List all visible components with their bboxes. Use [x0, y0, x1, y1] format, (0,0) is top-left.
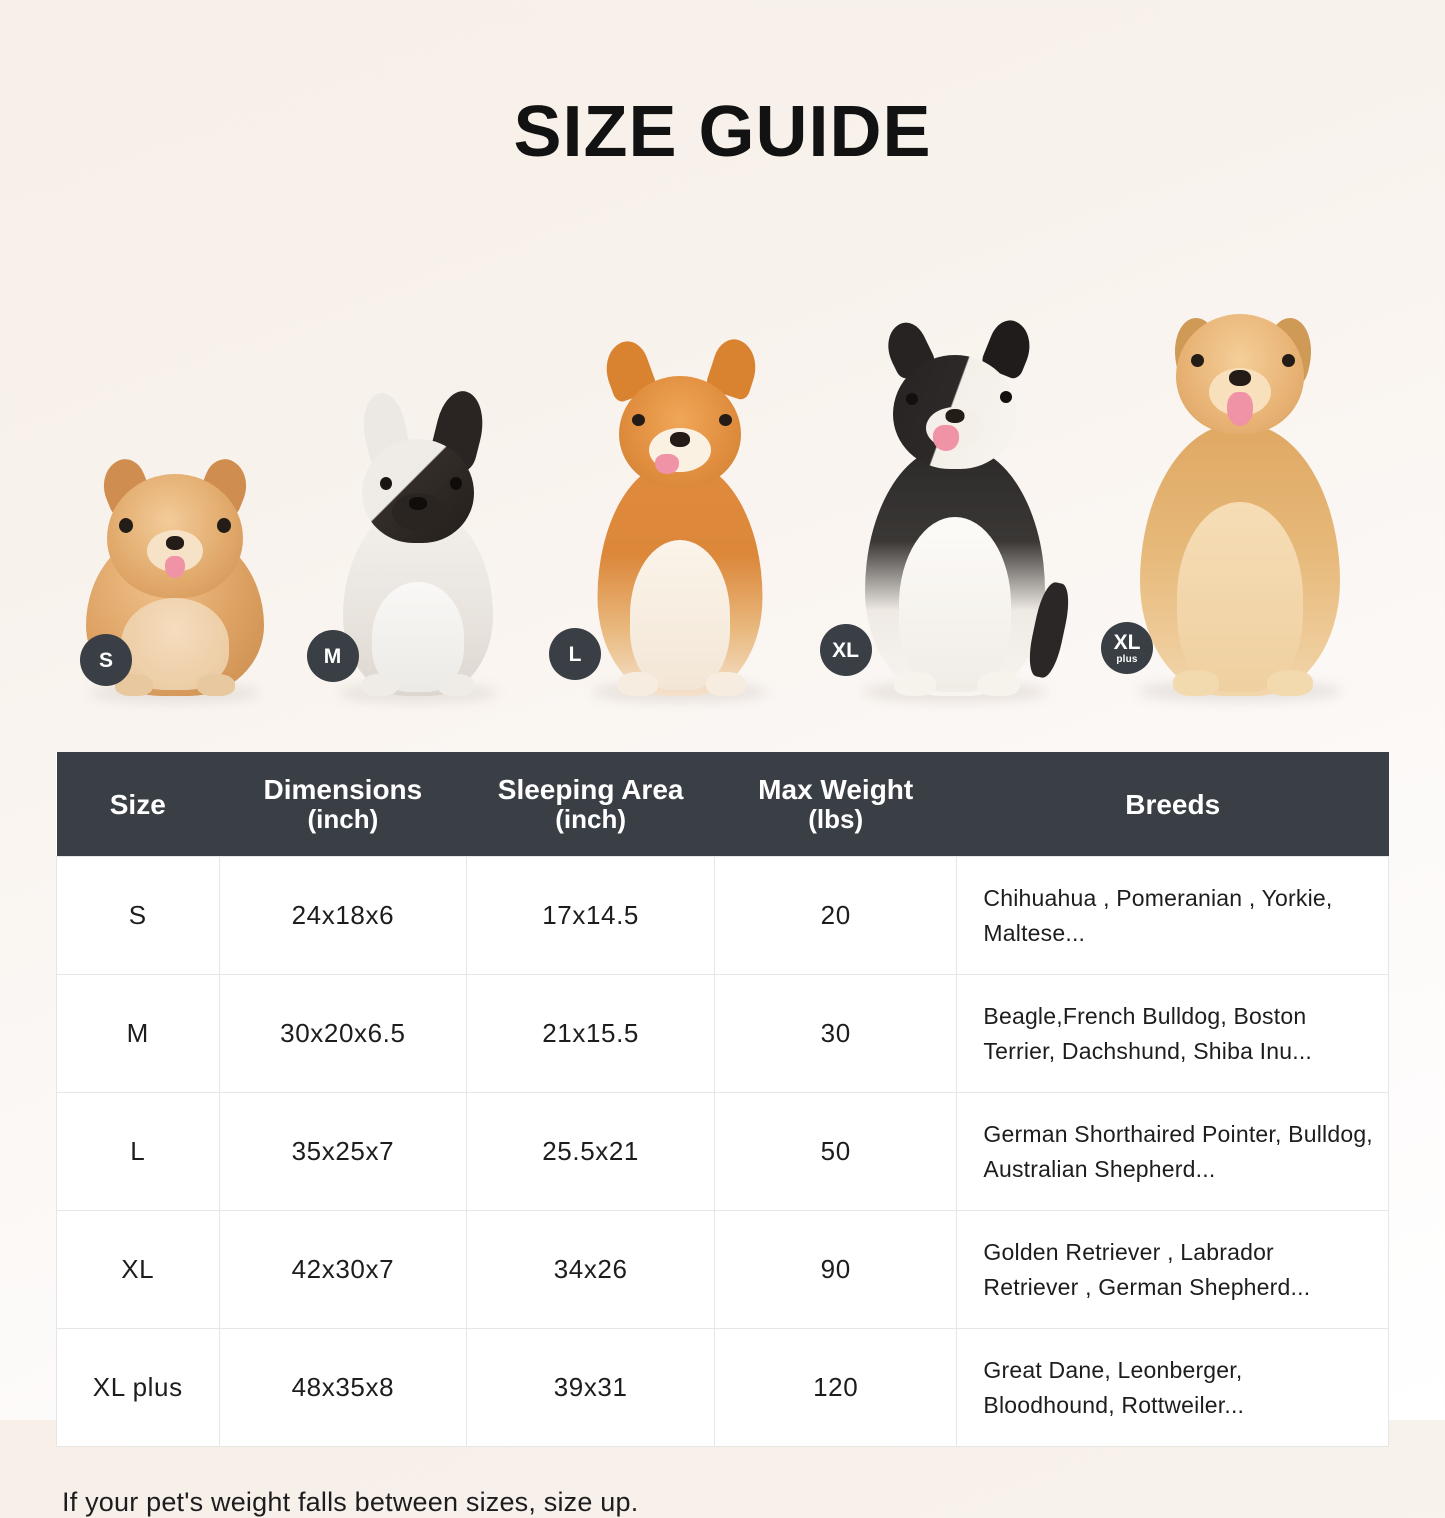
sizing-footnote: If your pet's weight falls between sizes, size up. — [62, 1487, 639, 1518]
column-header-label: Size — [109, 788, 166, 820]
cell-max-weight: 120 — [715, 1329, 957, 1447]
dog-paw-left — [362, 674, 398, 696]
cell-breeds: Golden Retriever , Labrador Retriever , German Shepherd... — [957, 1211, 1389, 1329]
dog-tongue — [1227, 392, 1253, 426]
cell-breeds: Beagle,French Bulldog, Boston Terrier, Dachshund, Shiba Inu... — [957, 975, 1389, 1093]
dog-paw-right — [706, 672, 746, 696]
dog-size-illustrations — [70, 276, 1375, 696]
table-row — [57, 857, 1389, 975]
dog-golden-retriever — [1115, 296, 1365, 696]
dog-paw-left — [618, 672, 658, 696]
cell-dimensions: 48x35x8 — [219, 1329, 467, 1447]
dog-tongue — [165, 556, 185, 578]
dog-paw-left — [894, 672, 936, 696]
cell-max-weight: 30 — [715, 975, 957, 1093]
size-badge-label: XL — [1113, 630, 1141, 654]
dog-eye-left — [906, 393, 918, 405]
cell-sleeping-area: 25.5x21 — [467, 1093, 715, 1211]
page-title: SIZE GUIDE — [513, 92, 932, 172]
dog-slot-m — [303, 276, 533, 696]
column-header-sleeping-area — [467, 752, 715, 857]
cell-sleeping-area: 39x31 — [467, 1329, 715, 1447]
dog-eye-right — [217, 518, 231, 533]
dog-nose — [409, 497, 427, 510]
column-header-unit: (lbs) — [808, 804, 864, 835]
cell-breeds: German Shorthaired Pointer, Bulldog, Australian Shepherd... — [957, 1093, 1389, 1211]
cell-size: M — [57, 975, 220, 1093]
size-table-container — [56, 752, 1389, 1447]
dog-paw-right — [1267, 670, 1313, 696]
cell-dimensions: 24x18x6 — [219, 857, 467, 975]
size-badge-label: XL — [832, 638, 859, 662]
column-header-unit: (inch) — [555, 804, 626, 835]
dog-paw-right — [197, 674, 235, 696]
cell-max-weight: 90 — [715, 1211, 957, 1329]
cell-breeds: Great Dane, Leonberger, Bloodhound, Rottweiler... — [957, 1329, 1389, 1447]
cell-sleeping-area: 17x14.5 — [467, 857, 715, 975]
table-row — [57, 1093, 1389, 1211]
size-table-head — [57, 752, 1389, 857]
dog-eye-right — [450, 477, 462, 490]
column-header-label: Max Weight — [758, 774, 914, 805]
table-row — [57, 1329, 1389, 1447]
cell-size: L — [57, 1093, 220, 1211]
dog-tongue — [933, 425, 959, 451]
cell-sleeping-area: 21x15.5 — [467, 975, 715, 1093]
column-header-label: Breeds — [1125, 788, 1221, 820]
column-header-dimensions — [219, 752, 467, 857]
dog-paw-left — [1173, 670, 1219, 696]
dog-nose — [1229, 370, 1251, 386]
cell-size: S — [57, 857, 220, 975]
cell-size: XL plus — [57, 1329, 220, 1447]
dog-eye-right — [1000, 391, 1012, 403]
column-header-size — [57, 752, 220, 857]
cell-dimensions: 42x30x7 — [219, 1211, 467, 1329]
dog-slot-l — [555, 276, 805, 696]
dog-paw-right — [438, 674, 474, 696]
table-row — [57, 975, 1389, 1093]
cell-dimensions: 30x20x6.5 — [219, 975, 467, 1093]
dog-eye-left — [380, 477, 392, 490]
dog-border-collie — [840, 321, 1070, 696]
cell-max-weight: 20 — [715, 857, 957, 975]
dog-shiba-inu — [570, 336, 790, 696]
cell-size: XL — [57, 1211, 220, 1329]
column-header-label: Sleeping Area — [497, 774, 684, 805]
size-table — [56, 752, 1389, 1447]
column-header-max-weight — [715, 752, 957, 857]
cell-breeds: Chihuahua , Pomeranian , Yorkie, Maltese... — [957, 857, 1389, 975]
size-badge-label: M — [323, 644, 342, 668]
dog-chest — [1177, 502, 1303, 692]
size-badge-xl-plus — [1101, 622, 1153, 674]
dog-slot-xl — [828, 276, 1083, 696]
column-header-unit: (inch) — [307, 804, 379, 835]
size-badge-label: S — [98, 648, 113, 672]
dog-eye-right — [1282, 354, 1295, 367]
cell-dimensions: 35x25x7 — [219, 1093, 467, 1211]
dog-nose — [670, 432, 690, 447]
dog-chest — [899, 517, 1011, 692]
size-badge-m — [307, 630, 359, 682]
dog-eye-left — [119, 518, 133, 533]
size-table-body — [57, 857, 1389, 1447]
table-row — [57, 1211, 1389, 1329]
dog-chest — [630, 540, 730, 690]
size-badge-sublabel: plus — [1116, 653, 1138, 665]
dog-tongue — [655, 454, 679, 474]
cell-sleeping-area: 34x26 — [467, 1211, 715, 1329]
size-badge-s — [80, 634, 132, 686]
dog-paw-right — [978, 672, 1020, 696]
dog-slot-xl-plus — [1105, 276, 1375, 696]
dog-slot-s — [70, 276, 280, 696]
size-badge-label: L — [568, 642, 582, 666]
dog-eye-left — [632, 414, 645, 426]
dog-eye-right — [719, 414, 732, 426]
table-header-row — [57, 752, 1389, 857]
size-badge-xl — [820, 624, 872, 676]
dog-eye-left — [1191, 354, 1204, 367]
cell-max-weight: 50 — [715, 1093, 957, 1211]
dog-nose — [946, 409, 965, 423]
column-header-label: Dimensions — [263, 774, 423, 805]
size-badge-l — [549, 628, 601, 680]
dog-nose — [166, 536, 184, 550]
column-header-breeds — [957, 752, 1389, 857]
